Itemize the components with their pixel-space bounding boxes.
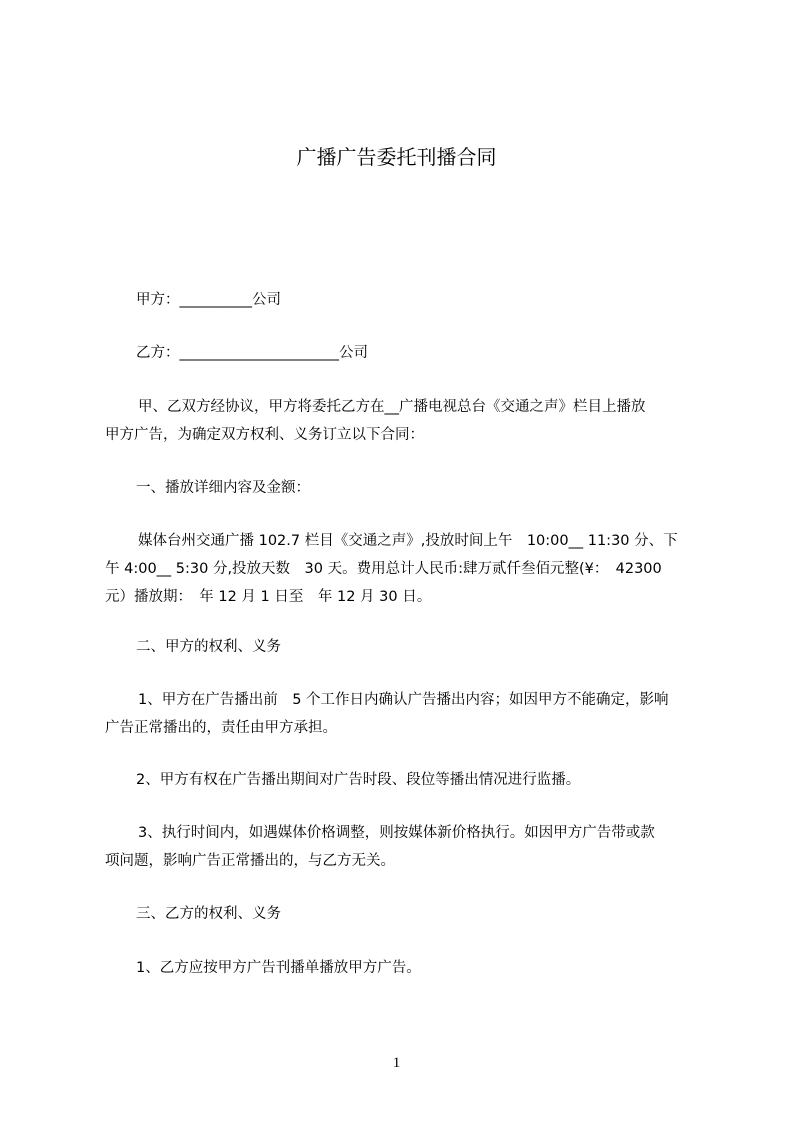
intro-line: 甲方广告，为确定双方权利、义务订立以下合同：: [105, 427, 424, 443]
section3-item: 1、乙方应按甲方广告刊播单播放甲方广告。: [136, 960, 421, 976]
section3-heading: 三、乙方的权利、义务: [136, 906, 281, 922]
section2-item: 项问题，影响广告正常播出的，与乙方无关。: [105, 853, 395, 869]
party-b-line: 乙方：______________________公司: [136, 345, 368, 361]
intro-line: 甲、乙双方经协议，甲方将委托乙方在__广播电视总台《交通之声》栏目上播放: [138, 399, 646, 415]
document-title: 广播广告委托刊播合同: [296, 145, 497, 169]
section2-item: 1、甲方在广告播出前 5 个工作日内确认广告播出内容；如因甲方不能确定，影响: [138, 692, 669, 708]
section1-line: 媒体台州交通广播 102.7 栏目《交通之声》,投放时间上午 10:00__ 11:30 分、下: [138, 533, 678, 549]
section1-heading: 一、播放详细内容及金额：: [136, 480, 310, 496]
section2-item: 2、甲方有权在广告播出期间对广告时段、段位等播出情况进行监播。: [136, 772, 581, 788]
section1-line: 元）播放期： 年 12 月 1 日至 年 12 月 30 日。: [105, 589, 432, 605]
party-a-line: 甲方：__________公司: [136, 292, 281, 308]
section2-item: 广告正常播出的，责任由甲方承担。: [105, 720, 337, 736]
page-number: 1: [392, 1055, 401, 1071]
section2-item: 3、执行时间内，如遇媒体价格调整，则按媒体新价格执行。如因甲方广告带或款: [138, 825, 655, 841]
section1-line: 午 4:00__ 5:30 分,投放天数 30 天。费用总计人民币:肆万贰仟叁佰元整(¥： 42300: [105, 561, 662, 577]
section2-heading: 二、甲方的权利、义务: [136, 639, 281, 655]
